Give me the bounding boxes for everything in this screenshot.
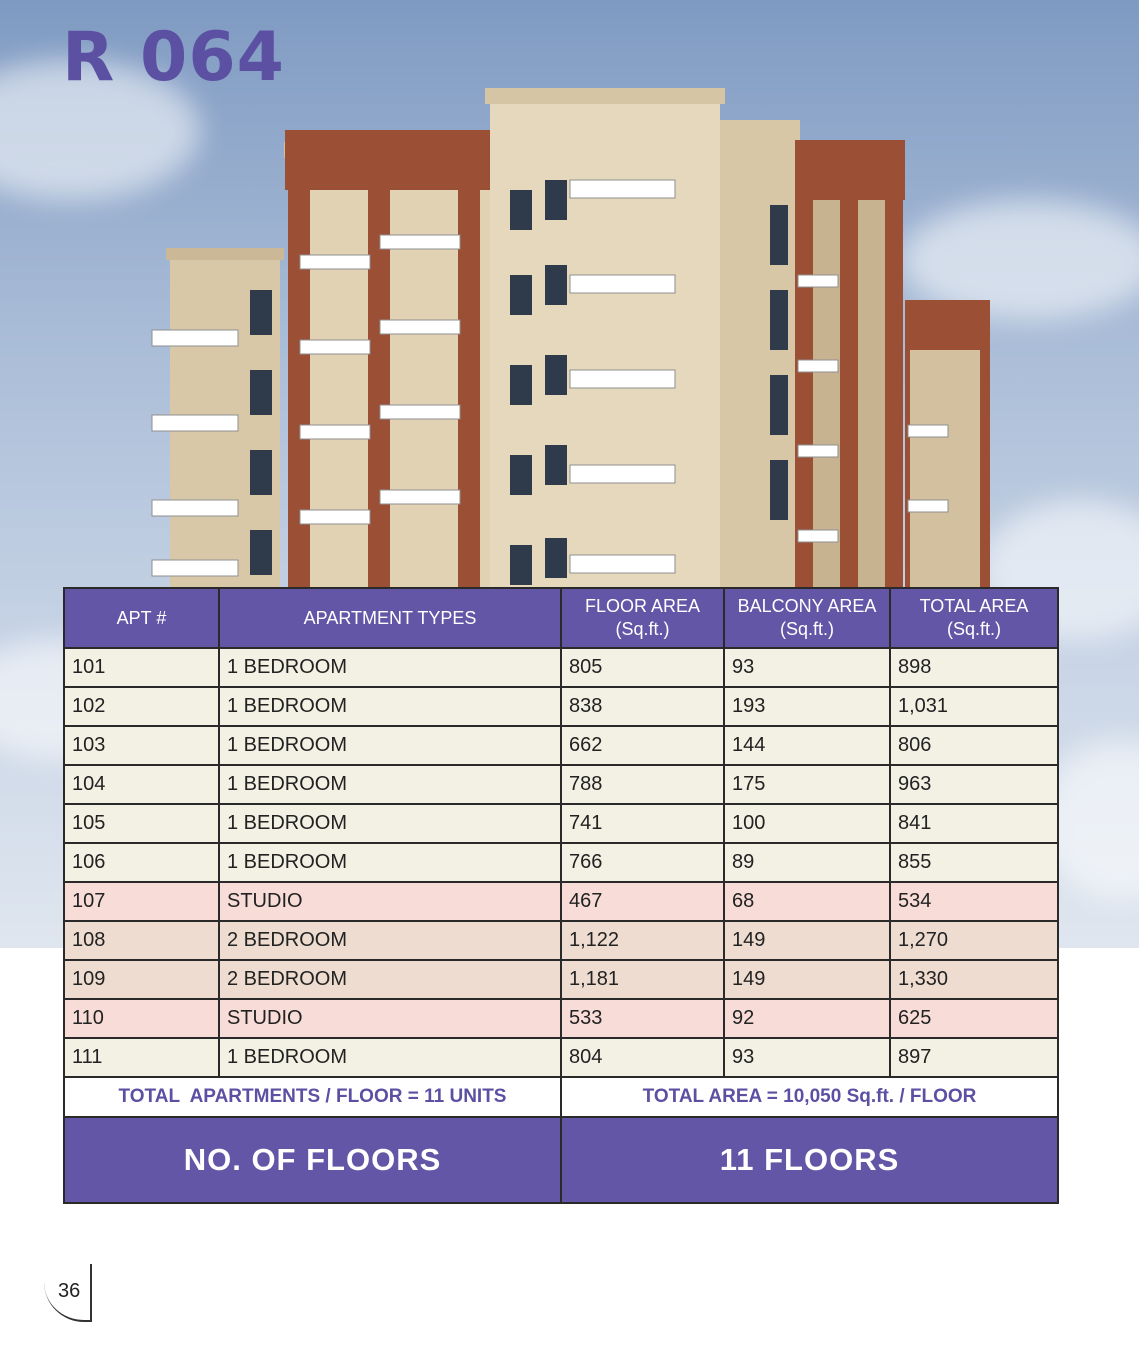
header-floor-area: FLOOR AREA (Sq.ft.): [561, 588, 724, 648]
totals-row: [64, 1077, 1058, 1117]
apartment-spec-table: [63, 587, 1059, 1204]
cell-apt: 101: [64, 648, 219, 687]
cell-total-area: 1,330: [890, 960, 1058, 999]
cell-type: STUDIO: [219, 882, 561, 921]
cell-floor-area: 662: [561, 726, 724, 765]
cell-balcony-area: 175: [724, 765, 890, 804]
header-apartment-types: APARTMENT TYPES: [219, 588, 561, 648]
cell-balcony-area: 92: [724, 999, 890, 1038]
table-row: [64, 804, 1058, 843]
cell-apt: 102: [64, 687, 219, 726]
total-area-per-floor: TOTAL AREA = 10,050 Sq.ft. / FLOOR: [561, 1077, 1058, 1117]
cell-floor-area: 805: [561, 648, 724, 687]
page-number-tab: [44, 1264, 92, 1322]
table-row: [64, 843, 1058, 882]
total-apartments-per-floor: TOTAL APARTMENTS / FLOOR = 11 UNITS: [64, 1077, 561, 1117]
cell-apt: 108: [64, 921, 219, 960]
cell-floor-area: 804: [561, 1038, 724, 1077]
table-row: [64, 882, 1058, 921]
cell-total-area: 1,270: [890, 921, 1058, 960]
cell-type: 1 BEDROOM: [219, 1038, 561, 1077]
cell-balcony-area: 100: [724, 804, 890, 843]
cell-type: 1 BEDROOM: [219, 804, 561, 843]
cell-balcony-area: 144: [724, 726, 890, 765]
cell-balcony-area: 89: [724, 843, 890, 882]
cell-apt: 111: [64, 1038, 219, 1077]
cell-type: 2 BEDROOM: [219, 960, 561, 999]
cell-balcony-area: 93: [724, 648, 890, 687]
cell-total-area: 534: [890, 882, 1058, 921]
cell-type: 1 BEDROOM: [219, 843, 561, 882]
table-row: [64, 726, 1058, 765]
table-row: [64, 960, 1058, 999]
cell-floor-area: 741: [561, 804, 724, 843]
cell-type: 1 BEDROOM: [219, 726, 561, 765]
cell-type: 1 BEDROOM: [219, 765, 561, 804]
cell-type: STUDIO: [219, 999, 561, 1038]
header-apt-number: APT #: [64, 588, 219, 648]
cell-type: 2 BEDROOM: [219, 921, 561, 960]
cell-floor-area: 533: [561, 999, 724, 1038]
page-number: 36: [58, 1280, 81, 1302]
cell-balcony-area: 68: [724, 882, 890, 921]
cell-total-area: 897: [890, 1038, 1058, 1077]
cell-apt: 106: [64, 843, 219, 882]
cell-total-area: 898: [890, 648, 1058, 687]
number-of-floors-label: NO. OF FLOORS: [64, 1117, 561, 1203]
cell-floor-area: 788: [561, 765, 724, 804]
cell-total-area: 806: [890, 726, 1058, 765]
cell-total-area: 1,031: [890, 687, 1058, 726]
cell-apt: 105: [64, 804, 219, 843]
cell-type: 1 BEDROOM: [219, 687, 561, 726]
number-of-floors-value: 11 FLOORS: [561, 1117, 1058, 1203]
cell-floor-area: 1,122: [561, 921, 724, 960]
cell-balcony-area: 149: [724, 921, 890, 960]
building-illustration: [140, 60, 1000, 590]
building-code-title: R 064: [62, 18, 285, 97]
cell-apt: 103: [64, 726, 219, 765]
table-row: [64, 648, 1058, 687]
cell-apt: 110: [64, 999, 219, 1038]
table-row: [64, 999, 1058, 1038]
table-row: [64, 687, 1058, 726]
table-row: [64, 1038, 1058, 1077]
cell-apt: 109: [64, 960, 219, 999]
cell-balcony-area: 193: [724, 687, 890, 726]
cell-balcony-area: 93: [724, 1038, 890, 1077]
cell-total-area: 841: [890, 804, 1058, 843]
header-total-area: TOTAL AREA (Sq.ft.): [890, 588, 1058, 648]
cell-total-area: 625: [890, 999, 1058, 1038]
cell-floor-area: 467: [561, 882, 724, 921]
cell-total-area: 855: [890, 843, 1058, 882]
table-row: [64, 921, 1058, 960]
cell-type: 1 BEDROOM: [219, 648, 561, 687]
cell-total-area: 963: [890, 765, 1058, 804]
floors-row: [64, 1117, 1058, 1203]
table-header-row: [64, 588, 1058, 648]
cell-balcony-area: 149: [724, 960, 890, 999]
cell-apt: 107: [64, 882, 219, 921]
cell-floor-area: 838: [561, 687, 724, 726]
table-row: [64, 765, 1058, 804]
cell-apt: 104: [64, 765, 219, 804]
header-balcony-area: BALCONY AREA (Sq.ft.): [724, 588, 890, 648]
cell-floor-area: 766: [561, 843, 724, 882]
cell-floor-area: 1,181: [561, 960, 724, 999]
